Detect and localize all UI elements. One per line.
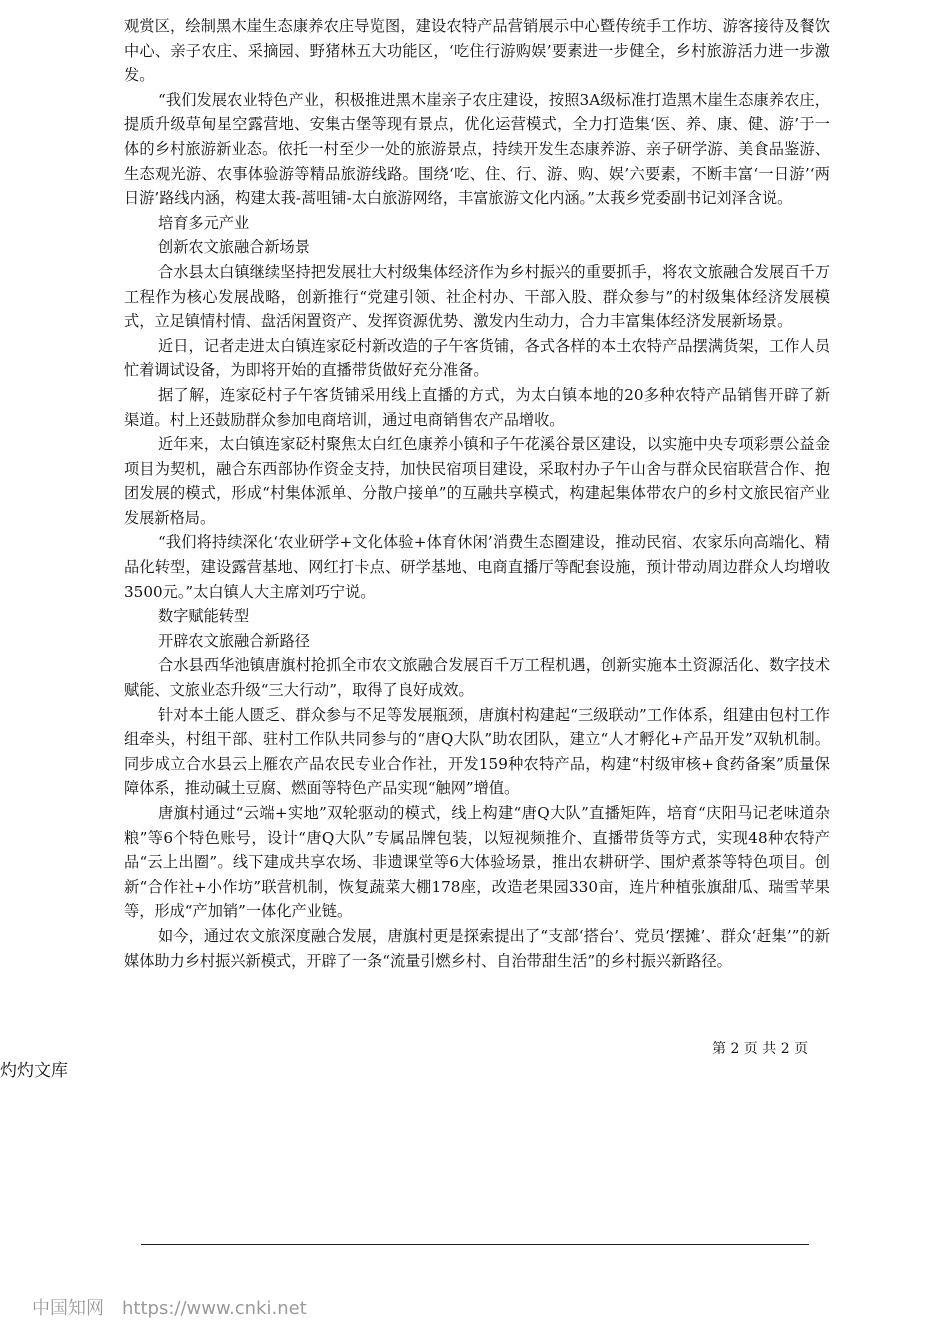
page-number: 第 2 页 共 2 页	[712, 1041, 809, 1057]
paragraph-7: “我们将持续深化‘农业研学+文化体验+体育休闲’消费生态圈建设，推动民宿、农家乐向高端化、精品化转型，建设露营基地、网红打卡点、研学基地、电商直播厅等配套设施，预计带动周边群众人均增收3500元。”太白镇人大主席刘巧宁说。	[124, 533, 830, 601]
library-name: 灼灼文库	[0, 1061, 68, 1081]
watermark-url: https://www.cnki.net	[122, 1298, 307, 1319]
footer-divider	[141, 1244, 809, 1245]
paragraph-6: 近年来，太白镇连家砭村聚焦太白红色康养小镇和子午花溪谷景区建设，以实施中央专项彩票公益金项目为契机，融合东西部协作资金支持，加快民宿项目建设，采取村办子午山舍与群众民宿联营合作、抱团发展的模式，形成“村集体派单、分散户接单”的互融共享模式，构建起集体带农户的乡村文旅民宿产业发展新格局。	[124, 435, 830, 527]
paragraph-1: 观赏区，绘制黑木崖生态康养农庄导览图，建设农特产品营销展示中心暨传统手工作坊、游客接待及餐饮中心、亲子农庄、采摘园、野猪林五大功能区，‘吃住行游购娱’要素进一步健全，乡村旅游活力进一步激发。	[124, 17, 830, 85]
section-subheading-2: 开辟农文旅融合新路径	[158, 631, 310, 650]
section-heading-1: 培育多元产业	[158, 213, 250, 232]
section-heading-2: 数字赋能转型	[158, 607, 250, 626]
cnki-watermark	[32, 1294, 307, 1320]
watermark-site-name: 中国知网	[32, 1298, 104, 1319]
document-body	[124, 14, 830, 973]
paragraph-4: 近日，记者走进太白镇连家砭村新改造的子午客货铺，各式各样的本土农特产品摆满货架，工作人员忙着调试设备，为即将开始的直播带货做好充分准备。	[124, 336, 830, 380]
paragraph-8: 合水县西华池镇唐旗村抢抓全市农文旅融合发展百千万工程机遇，创新实施本土资源活化、数字技术赋能、文旅业态升级“三大行动”，取得了良好成效。	[124, 656, 830, 700]
paragraph-11: 如今，通过农文旅深度融合发展，唐旗村更是探索提出了“支部‘搭台’、党员‘摆摊’、群众‘赶集’”的新媒体助力乡村振兴新模式，开辟了一条“流量引燃乡村、自治带甜生活”的乡村振兴新路径。	[124, 926, 830, 970]
paragraph-5: 据了解，连家砭村子午客货铺采用线上直播的方式，为太白镇本地的20多种农特产品销售开辟了新渠道。村上还鼓励群众参加电商培训，通过电商销售农产品增收。	[124, 385, 830, 429]
paragraph-10: 唐旗村通过“云端+实地”双轮驱动的模式，线上构建“唐Q大队”直播矩阵，培育“庆阳马记老味道杂粮”等6个特色账号，设计“唐Q大队”专属品牌包装，以短视频推介、直播带货等方式，实现48种农特产品“云上出圈”。线下建成共享农场、非遗课堂等6大体验场景，推出农耕研学、围炉煮茶等特色项目。创新“合作社+小作坊”联营机制，恢复蔬菜大棚178座，改造老果园330亩，连片种植张旗甜瓜、瑞雪苹果等，形成“产加销”一体化产业链。	[124, 804, 830, 921]
paragraph-2: “我们发展农业特色产业，积极推进黑木崖亲子农庄建设，按照3A级标准打造黑木崖生态康养农庄，提质升级草甸星空露营地、安集古堡等现有景点，优化运营模式，全力打造集‘医、养、康、健、游’于一体的乡村旅游新业态。依托一村至少一处的旅游景点，持续开发生态康养游、亲子研学游、美食品鉴游、生态观光游、农事体验游等精品旅游线路。围绕‘吃、住、行、游、购、娱’六要素，不断丰富‘一日游’‘两日游’路线内涵，构建太莪-蒿咀铺-太白旅游网络，丰富旅游文化内涵。”太莪乡党委副书记刘泽含说。	[124, 90, 830, 208]
paragraph-3: 合水县太白镇继续坚持把发展壮大村级集体经济作为乡村振兴的重要抓手，将农文旅融合发展百千万工程作为核心发展战略，创新推行“党建引领、社企村办、干部入股、群众参与”的村级集体经济发展模式，立足镇情村情、盘活闲置资产、发挥资源优势、激发内生动力，合力丰富集体经济发展新场景。	[124, 262, 830, 331]
paragraph-9: 针对本土能人匮乏、群众参与不足等发展瓶颈，唐旗村构建起“三级联动”工作体系，组建由包村工作组牵头，村组干部、驻村工作队共同参与的“唐Q大队”助农团队，建立“人才孵化+产品开发”双轨机制。同步成立合水县云上雁农产品农民专业合作社，开发159种农特产品，构建“村级审核+食药备案”质量保障体系，推动碱土豆腐、燃面等特色产品实现“触网”增值。	[124, 705, 830, 798]
section-subheading-1: 创新农文旅融合新场景	[158, 238, 310, 257]
